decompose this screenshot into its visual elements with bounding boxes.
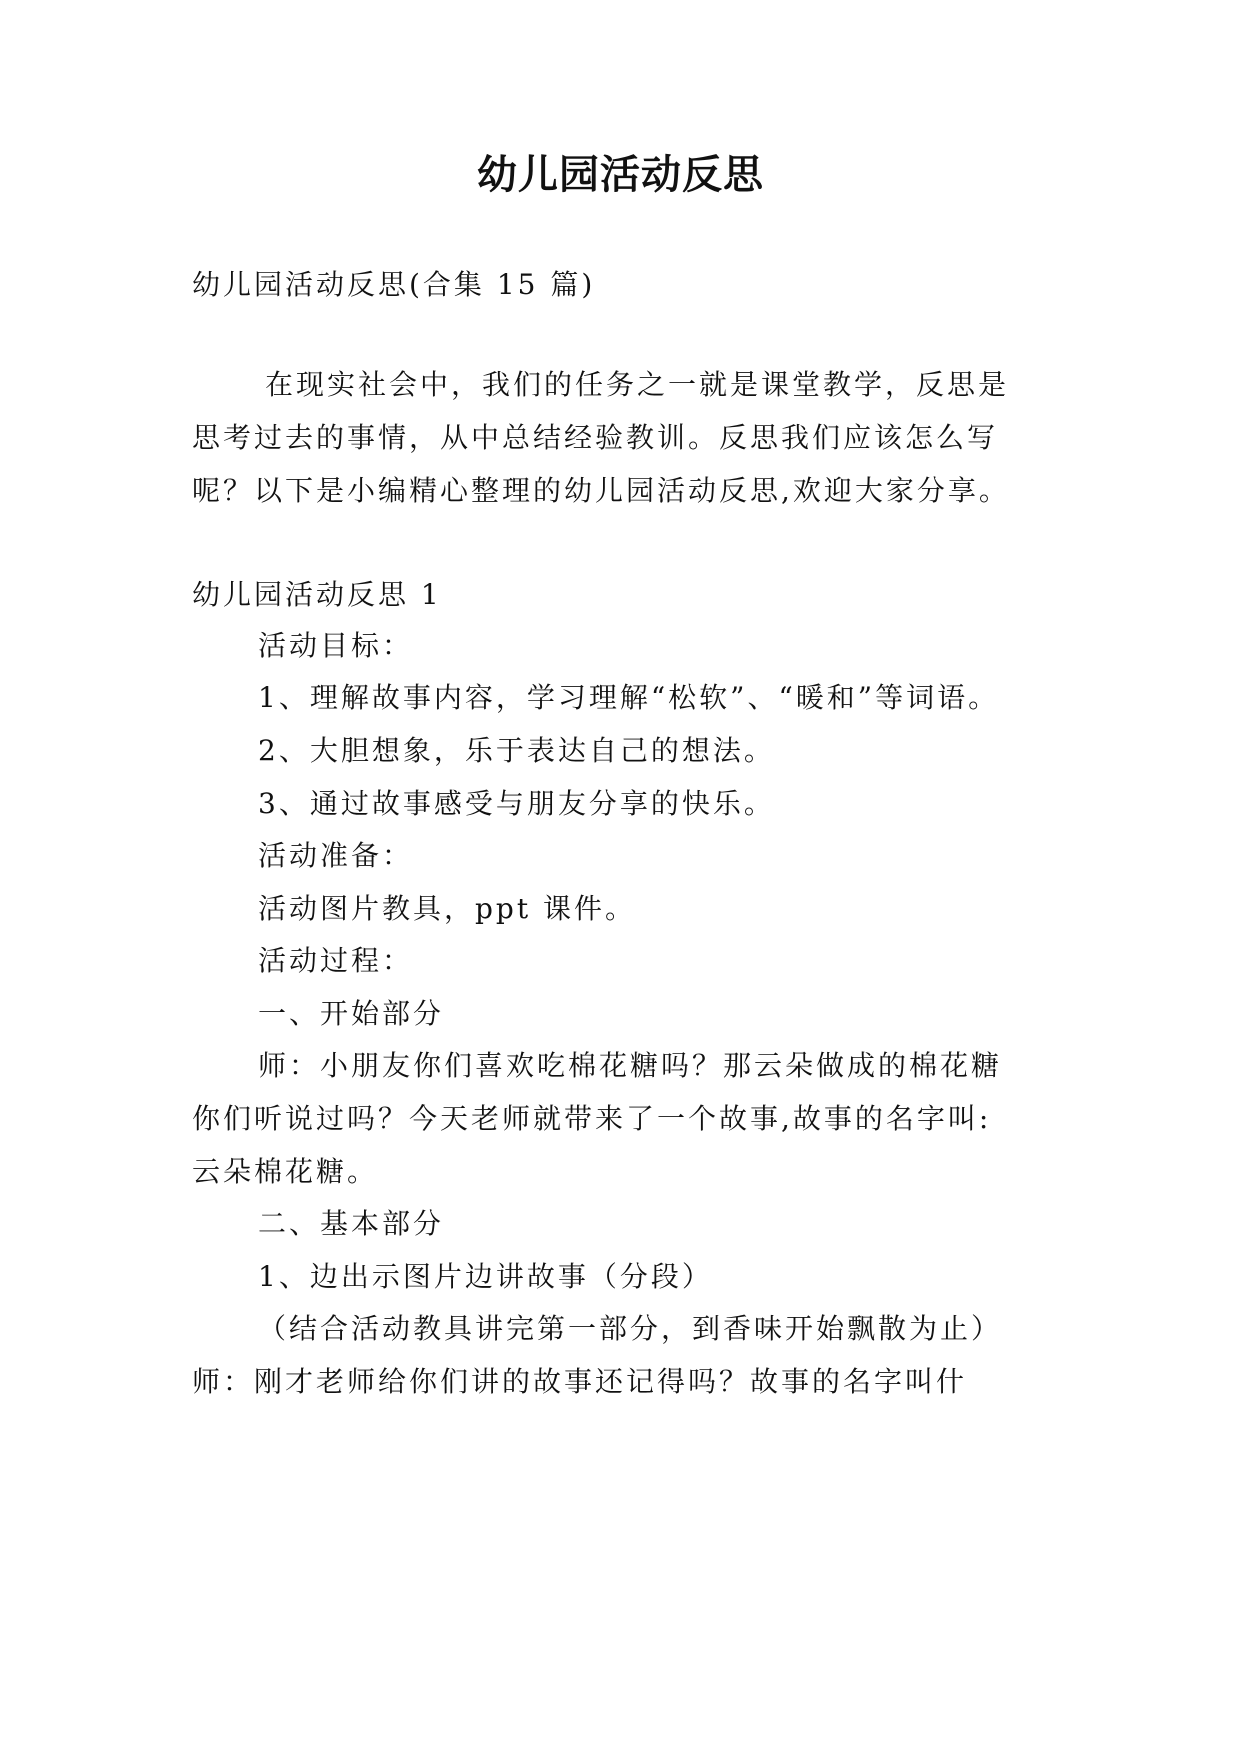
intro-line-1: 在现实社会中，我们的任务之一就是课堂教学，反思是 [265, 368, 1010, 401]
goal-item-2: 2、大胆想象，乐于表达自己的想法。 [258, 734, 775, 767]
teacher-para-line-1: 师：小朋友你们喜欢吃棉花糖吗？那云朵做成的棉花糖 [258, 1049, 1003, 1082]
intro-line-3: 呢？以下是小编精心整理的幼儿园活动反思,欢迎大家分享。 [192, 474, 1010, 507]
part1-heading: 一、开始部分 [258, 997, 445, 1030]
goal-item-1: 1、理解故事内容，学习理解“松软”、“暖和”等词语。 [258, 681, 1000, 714]
note-text: （结合活动教具讲完第一部分，到香味开始飘散为止） [258, 1312, 1003, 1345]
part2-heading: 二、基本部分 [258, 1207, 445, 1240]
question-text: 师：刚才老师给你们讲的故事还记得吗？故事的名字叫什 [192, 1365, 968, 1398]
teacher-para-line-2: 你们听说过吗？今天老师就带来了一个故事,故事的名字叫: [192, 1102, 992, 1135]
teacher-para-line-3: 云朵棉花糖。 [192, 1155, 379, 1188]
document-subtitle: 幼儿园活动反思(合集 15 篇) [192, 268, 596, 301]
prep-label: 活动准备： [258, 839, 414, 872]
prep-text: 活动图片教具，ppt 课件。 [258, 892, 637, 925]
document-title: 幼儿园活动反思 [477, 151, 764, 198]
step1-text: 1、边出示图片边讲故事（分段） [258, 1260, 713, 1293]
intro-line-2: 思考过去的事情，从中总结经验教训。反思我们应该怎么写 [192, 421, 999, 454]
section-heading: 幼儿园活动反思 1 [192, 578, 442, 611]
goal-item-3: 3、通过故事感受与朋友分享的快乐。 [258, 787, 775, 820]
process-label: 活动过程： [258, 944, 414, 977]
goals-label: 活动目标： [258, 629, 414, 662]
